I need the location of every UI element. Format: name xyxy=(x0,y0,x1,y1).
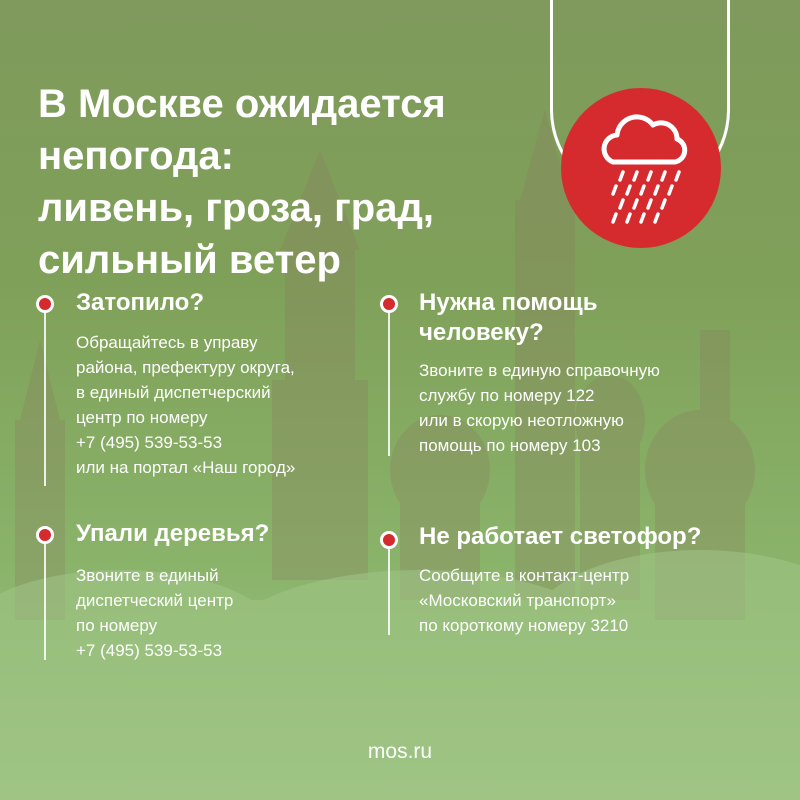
headline-line-1: В Москве ожидается xyxy=(38,82,446,126)
section-1-text-line: +7 (495) 539-53-53 xyxy=(76,433,223,452)
section-2-marker xyxy=(380,295,398,313)
section-3-text-line: Звоните в единый xyxy=(76,566,219,585)
section-1-text-line: в единый диспетчерский xyxy=(76,383,271,402)
section-1-text-line: района, префектуру округа, xyxy=(76,358,295,377)
section-2-text xyxy=(419,358,660,458)
section-1-text-line: или на портал «Наш город» xyxy=(76,458,296,477)
section-3-text xyxy=(76,563,233,663)
section-2-line xyxy=(388,296,390,456)
section-3-text-line: диспетческий центр xyxy=(76,591,234,610)
weather-badge xyxy=(561,88,721,248)
headline xyxy=(38,78,558,286)
section-1-text xyxy=(76,330,295,480)
section-4-text-line: «Московский транспорт» xyxy=(419,591,616,610)
rain-cloud-icon xyxy=(561,88,721,248)
section-3-text-line: +7 (495) 539-53-53 xyxy=(76,641,223,660)
section-1-marker xyxy=(36,295,54,313)
section-4-title xyxy=(419,522,701,552)
section-3-text-line: по номеру xyxy=(76,616,158,635)
section-4-text-line: по короткому номеру 3210 xyxy=(419,616,629,635)
section-4-text-line: Сообщите в контакт-центр xyxy=(419,566,630,585)
footer-website-link[interactable]: mos.ru xyxy=(367,740,433,763)
section-3-marker xyxy=(36,526,54,544)
section-4-title-line-1: Не работает светофор? xyxy=(419,523,702,550)
section-4-line xyxy=(388,535,390,635)
section-4-marker xyxy=(380,531,398,549)
section-3-line xyxy=(44,530,46,660)
section-1-text-line: Обращайтесь в управу xyxy=(76,333,258,352)
section-1-title xyxy=(76,288,204,318)
section-2-text-line: или в скорую неотложную xyxy=(419,411,624,430)
headline-line-4: сильный ветер xyxy=(38,238,341,282)
section-4-text xyxy=(419,563,629,638)
section-2-title-line-2: человеку? xyxy=(419,319,544,346)
section-1-title-line-1: Затопило? xyxy=(76,289,204,316)
section-1-line xyxy=(44,296,46,486)
section-2-title-line-1: Нужна помощь xyxy=(419,289,598,316)
section-2-text-line: помощь по номеру 103 xyxy=(419,436,601,455)
section-2-text-line: Звоните в единую справочную xyxy=(419,361,660,380)
section-2-text-line: службу по номеру 122 xyxy=(419,386,595,405)
headline-line-2: непогода: xyxy=(38,134,234,178)
section-2-title xyxy=(419,288,597,348)
section-3-title xyxy=(76,519,269,549)
headline-line-3: ливень, гроза, град, xyxy=(38,186,434,230)
section-1-text-line: центр по номеру xyxy=(76,408,208,427)
section-3-title-line-1: Упали деревья? xyxy=(76,520,270,547)
